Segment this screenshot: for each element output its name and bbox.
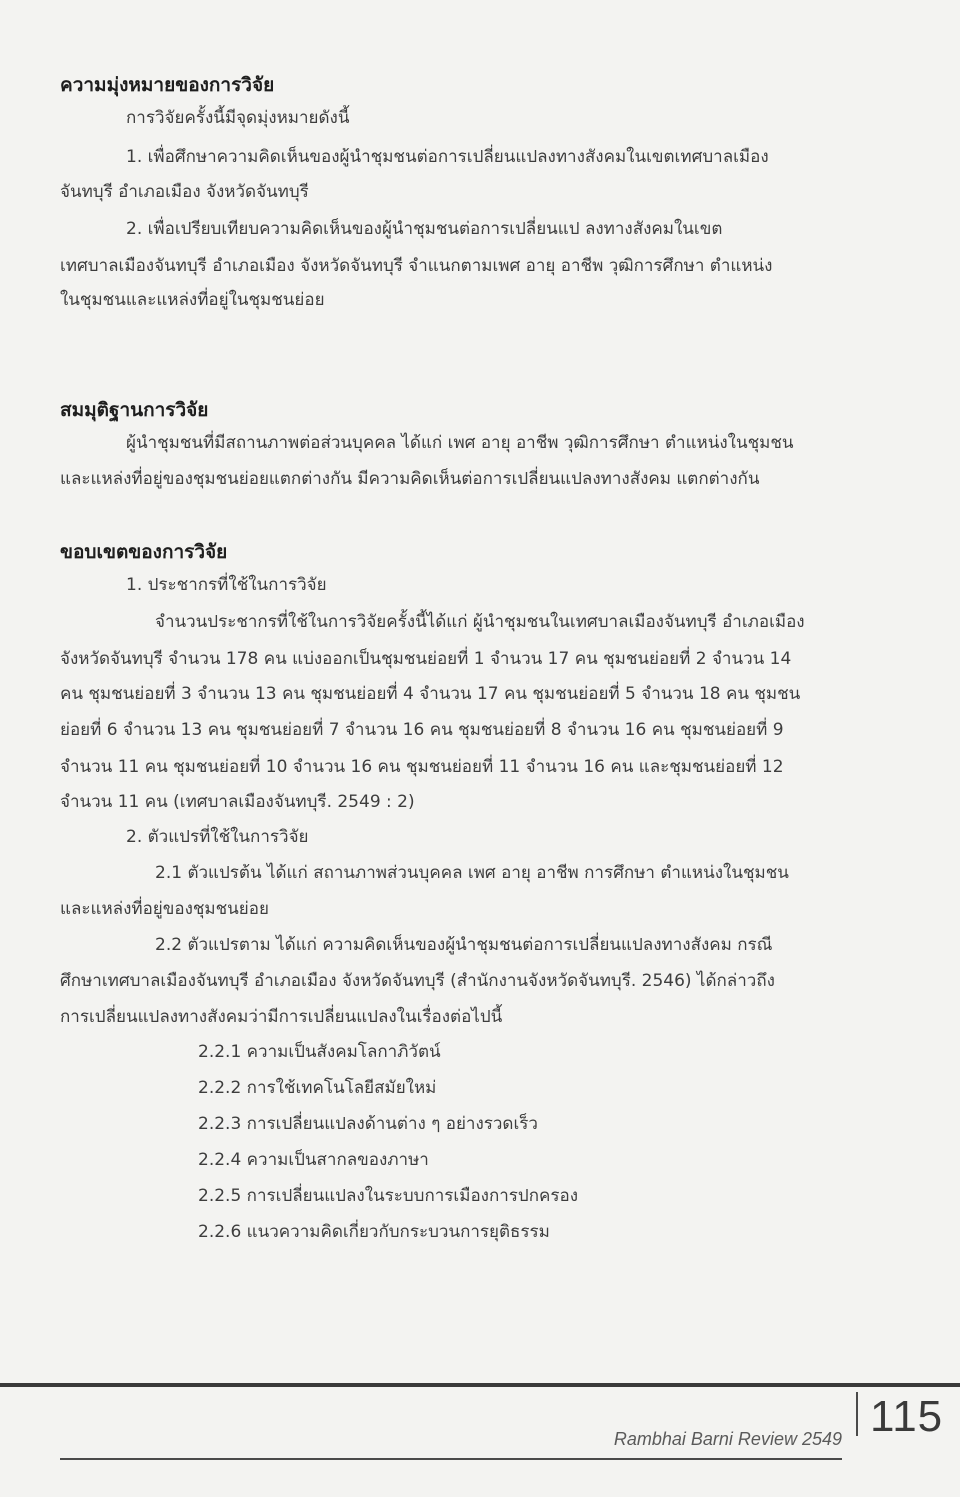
objectives-item-1-cont: จันทบุรี อำเภอเมือง จังหวัดจันทบุรี [60, 182, 309, 202]
scope-population-line-1: จำนวนประชากรที่ใช้ในการวิจัยครั้งนี้ได้แก่ ผู้นำชุมชนในเทศบาลเมืองจันทบุรี อำเภอเมือง [155, 612, 805, 632]
heading-objectives: ความมุ่งหมายของการวิจัย [60, 74, 275, 96]
scope-subitem-2-2-3: 2.2.3 การเปลี่ยนแปลงด้านต่าง ๆ อย่างรวดเร็ว [198, 1114, 538, 1134]
scope-var-2-2-line-2: ศึกษาเทศบาลเมืองจันทบุรี อำเภอเมือง จังหวัดจันทบุรี (สำนักงานจังหวัดจันทบุรี. 2546) ได้กล่าวถึง [60, 971, 775, 991]
journal-title: Rambhai Barni Review 2549 [613, 1429, 842, 1449]
scope-population-line-3: คน ชุมชนย่อยที่ 3 จำนวน 13 คน ชุมชนย่อยที่ 4 จำนวน 17 คน ชุมชนย่อยที่ 5 จำนวน 18 คน ชุมชน [60, 684, 801, 704]
footer-divider [856, 1392, 858, 1436]
scope-subitem-2-2-6: 2.2.6 แนวความคิดเกี่ยวกับกระบวนการยุติธรรม [198, 1222, 550, 1242]
objectives-item-2: 2. เพื่อเปรียบเทียบความคิดเห็นของผู้นำชุมชนต่อการเปลี่ยนแป ลงทางสังคมในเขต [126, 219, 723, 239]
objectives-item-2-cont-2: ในชุมชนและแหล่งที่อยู่ในชุมชนย่อย [60, 290, 325, 310]
scope-item-2: 2. ตัวแปรที่ใช้ในการวิจัย [126, 827, 309, 847]
scope-subitem-2-2-2: 2.2.2 การใช้เทคโนโลยีสมัยใหม่ [198, 1078, 437, 1098]
footer-top-rule [0, 1383, 960, 1387]
objectives-item-2-cont-1: เทศบาลเมืองจันทบุรี อำเภอเมือง จังหวัดจันทบุรี จำแนกตามเพศ อายุ อาชีพ วุฒิการศึกษา ตำแหน่ง [60, 256, 773, 276]
objectives-item-1: 1. เพื่อศึกษาความคิดเห็นของผู้นำชุมชนต่อการเปลี่ยนแปลงทางสังคมในเขตเทศบาลเมือง [126, 147, 769, 167]
scope-var-2-1-line-1: 2.1 ตัวแปรต้น ได้แก่ สถานภาพส่วนบุคคล เพศ อายุ อาชีพ การศึกษา ตำแหน่งในชุมชน [155, 863, 789, 883]
scope-population-line-5: จำนวน 11 คน ชุมชนย่อยที่ 10 จำนวน 16 คน ชุมชนย่อยที่ 11 จำนวน 16 คน และชุมชนย่อยที่ 12 [60, 757, 784, 777]
scope-var-2-2-line-3: การเปลี่ยนแปลงทางสังคมว่ามีการเปลี่ยนแปลงในเรื่องต่อไปนี้ [60, 1007, 503, 1027]
scope-var-2-1-line-2: และแหล่งที่อยู่ของชุมชนย่อย [60, 899, 269, 919]
heading-scope: ขอบเขตของการวิจัย [60, 541, 228, 563]
scope-population-line-2: จังหวัดจันทบุรี จำนวน 178 คน แบ่งออกเป็นชุมชนย่อยที่ 1 จำนวน 17 คน ชุมชนย่อยที่ 2 จำนวน 14 [60, 649, 792, 669]
scope-population-line-6: จำนวน 11 คน (เทศบาลเมืองจันทบุรี. 2549 : 2) [60, 792, 415, 812]
scope-subitem-2-2-1: 2.2.1 ความเป็นสังคมโลกาภิวัตน์ [198, 1042, 441, 1062]
scope-population-line-4: ย่อยที่ 6 จำนวน 13 คน ชุมชนย่อยที่ 7 จำนวน 16 คน ชุมชนย่อยที่ 8 จำนวน 16 คน ชุมชนย่อยที่ 9 [60, 720, 784, 740]
hypothesis-line-2: และแหล่งที่อยู่ของชุมชนย่อยแตกต่างกัน มีความคิดเห็นต่อการเปลี่ยนแปลงทางสังคม แตกต่างกัน [60, 469, 760, 489]
footer-bottom-rule [60, 1458, 842, 1460]
scope-subitem-2-2-4: 2.2.4 ความเป็นสากลของภาษา [198, 1150, 429, 1170]
hypothesis-line-1: ผู้นำชุมชนที่มีสถานภาพต่อส่วนบุคคล ได้แก่ เพศ อายุ อาชีพ วุฒิการศึกษา ตำแหน่งในชุมชน [126, 433, 794, 453]
scope-var-2-2-line-1: 2.2 ตัวแปรตาม ได้แก่ ความคิดเห็นของผู้นำชุมชนต่อการเปลี่ยนแปลงทางสังคม กรณี [155, 935, 773, 955]
heading-hypothesis: สมมุติฐานการวิจัย [60, 399, 209, 421]
objectives-intro: การวิจัยครั้งนี้มีจุดมุ่งหมายดังนี้ [126, 108, 350, 128]
page-number: 115 [870, 1392, 944, 1441]
scope-subitem-2-2-5: 2.2.5 การเปลี่ยนแปลงในระบบการเมืองการปกครอง [198, 1186, 579, 1206]
scope-item-1: 1. ประชากรที่ใช้ในการวิจัย [126, 575, 327, 595]
